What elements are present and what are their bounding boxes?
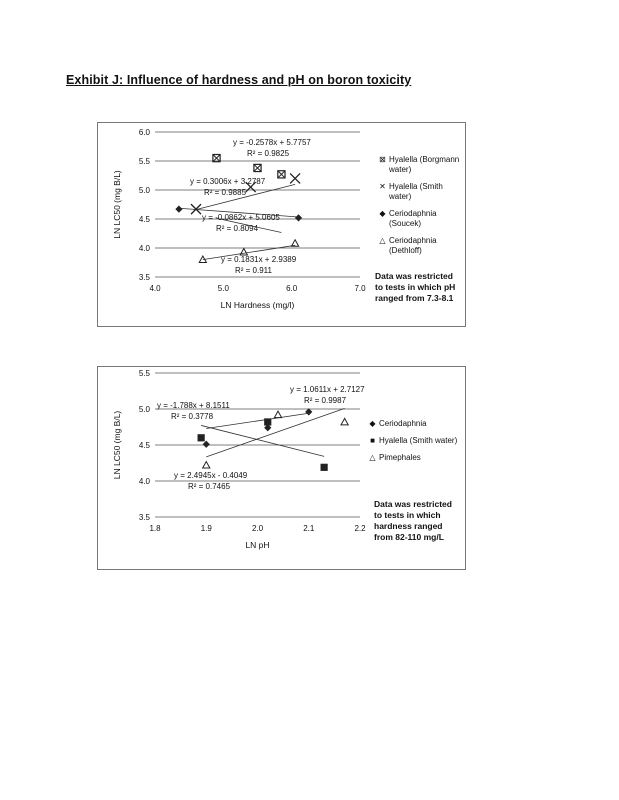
triangle-point bbox=[240, 248, 247, 254]
legend-label: Ceriodaphnia (Soucek) bbox=[389, 209, 437, 228]
trendline-r-squared: R² = 0.9987 bbox=[304, 396, 347, 405]
triangle-marker-icon: △ bbox=[369, 453, 376, 462]
x-axis-title: LN Hardness (mg/l) bbox=[220, 300, 295, 310]
legend-label: Ceriodaphnia (Dethloff) bbox=[389, 236, 437, 255]
diamond-point bbox=[203, 441, 210, 448]
trendline-r-squared: R² = 0.9825 bbox=[247, 149, 290, 158]
triangle-point bbox=[274, 411, 281, 417]
x-tick-label: 2.2 bbox=[354, 524, 366, 533]
diamond-marker-icon: ◆ bbox=[369, 419, 376, 428]
square-marker-icon: ■ bbox=[370, 436, 375, 445]
legend-item-ceriodaphnia-dethloff bbox=[378, 236, 466, 256]
diamond-point bbox=[175, 206, 182, 213]
y-tick-label: 6.0 bbox=[138, 128, 150, 137]
x-tick-label: 7.0 bbox=[354, 284, 366, 293]
ph-chart-note: Data was restricted to tests in which hardness ranged from 82-110 mg/L bbox=[374, 499, 452, 542]
triangle-point bbox=[291, 240, 298, 246]
hardness-chart-legend bbox=[378, 155, 466, 263]
square-x-marker-icon: ⊠ bbox=[379, 155, 386, 164]
trendline-r-squared: R² = 0.7465 bbox=[188, 482, 231, 491]
trendline-r-squared: R² = 0.3778 bbox=[171, 412, 214, 421]
trendline-equation: y = 1.0611x + 2.7127 bbox=[290, 385, 365, 394]
legend-item-ceriodaphnia bbox=[368, 419, 460, 429]
square-x-point-cross bbox=[254, 164, 261, 171]
legend-label: Hyalella (Borgmann water) bbox=[389, 155, 460, 174]
x-tick-label: 1.9 bbox=[200, 524, 212, 533]
legend-item-pimephales bbox=[368, 453, 460, 463]
y-tick-label: 5.5 bbox=[138, 369, 150, 378]
legend-label: Hyalella (Smith water) bbox=[379, 436, 458, 445]
x-axis-title: LN pH bbox=[245, 540, 270, 550]
x-tick-label: 2.1 bbox=[303, 524, 315, 533]
y-tick-label: 5.0 bbox=[138, 405, 150, 414]
y-tick-label: 5.0 bbox=[138, 186, 150, 195]
legend-item-ceriodaphnia-soucek bbox=[378, 209, 466, 229]
y-tick-label: 4.5 bbox=[138, 441, 150, 450]
square-point bbox=[264, 418, 271, 425]
trendline-equation: y = -0.2578x + 5.7757 bbox=[233, 138, 311, 147]
x-tick-label: 5.0 bbox=[217, 284, 229, 293]
triangle-point bbox=[203, 462, 210, 468]
y-tick-label: 4.0 bbox=[138, 244, 150, 253]
triangle-point bbox=[341, 418, 348, 424]
legend-label: Pimephales bbox=[379, 453, 421, 462]
trendline-r-squared: R² = 0.9885 bbox=[204, 188, 247, 197]
series-group bbox=[203, 408, 313, 448]
y-tick-label: 4.0 bbox=[138, 477, 150, 486]
triangle-marker-icon: △ bbox=[379, 236, 386, 245]
trendline-equation: y = 0.1831x + 2.9389 bbox=[221, 255, 297, 264]
ph-chart-legend bbox=[368, 419, 460, 470]
x-marker-icon: ✕ bbox=[379, 182, 386, 191]
y-tick-label: 3.5 bbox=[138, 273, 150, 282]
hardness-chart-note: Data was restricted to tests in which pH ranged from 7.3-8.1 bbox=[375, 271, 456, 303]
legend-label: Hyalella (Smith water) bbox=[389, 182, 443, 201]
y-tick-label: 4.5 bbox=[138, 215, 150, 224]
trendline-equation: y = -0.0862x + 5.0605 bbox=[202, 213, 280, 222]
x-tick-label: 6.0 bbox=[286, 284, 298, 293]
trendline-r-squared: R² = 0.8094 bbox=[216, 224, 259, 233]
page-title: Exhibit J: Influence of hardness and pH on boron toxicity bbox=[66, 73, 412, 87]
x-tick-label: 4.0 bbox=[149, 284, 161, 293]
diamond-point bbox=[295, 214, 302, 221]
legend-item-hyalella-smith bbox=[378, 182, 466, 202]
legend-item-hyalella-borgmann bbox=[378, 155, 466, 175]
trendline bbox=[201, 425, 324, 456]
trendline-equation: y = -1.788x + 8.1511 bbox=[157, 401, 230, 410]
square-x-point-cross bbox=[278, 171, 285, 178]
square-point bbox=[198, 434, 205, 441]
y-axis-title: LN LC50 (mg B/L) bbox=[112, 410, 122, 480]
series-group bbox=[213, 155, 285, 178]
ph-chart bbox=[97, 366, 466, 570]
square-point bbox=[321, 464, 328, 471]
diamond-marker-icon: ◆ bbox=[379, 209, 386, 218]
x-point bbox=[290, 173, 300, 183]
trendline-equation: y = 2.4945x - 0.4049 bbox=[174, 471, 248, 480]
x-tick-label: 1.8 bbox=[149, 524, 161, 533]
y-tick-label: 3.5 bbox=[138, 513, 150, 522]
trendline-equation: y = 0.3006x + 3.2787 bbox=[190, 177, 266, 186]
hardness-chart bbox=[97, 122, 466, 327]
legend-label: Ceriodaphnia bbox=[379, 419, 427, 428]
trendline-r-squared: R² = 0.911 bbox=[235, 266, 272, 275]
series-group bbox=[203, 411, 349, 468]
legend-item-hyalella-smith bbox=[368, 436, 460, 446]
x-tick-label: 2.0 bbox=[251, 524, 264, 533]
y-axis-title: LN LC50 (mg B/L) bbox=[112, 170, 122, 239]
y-tick-label: 5.5 bbox=[138, 157, 150, 166]
